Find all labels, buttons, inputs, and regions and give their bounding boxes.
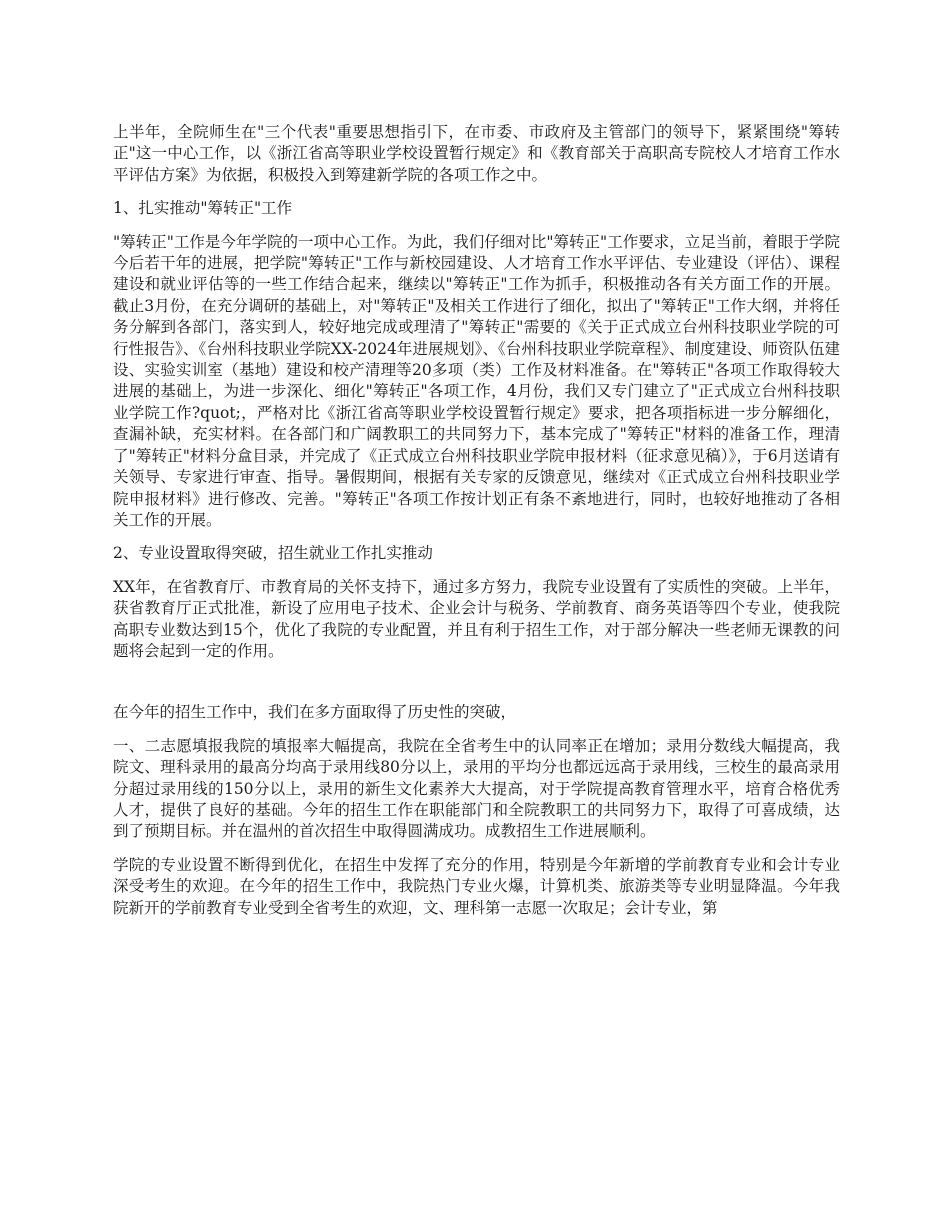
majors-paragraph: 学院的专业设置不断得到优化，在招生中发挥了充分的作用，特别是今年新增的学前教育专业和会计专业深受考生的欢迎。在今年的招生工作中，我院热门专业火爆，计算机类、旅游类等专业明显降温。今年我院新开的学前教育专业受到全省考生的欢迎，文、理科第一志愿一次取足；会计专业，第 — [113, 855, 840, 917]
admissions-paragraph: 一、二志愿填报我院的填报率大幅提高，我院在全省考生中的认同率正在增加；录用分数线大幅提高，我院文、理科录用的最高分均高于录用线80分以上，录用的平均分也都远远高于录用线，三校生的最高录用分超过录用线的150分以上，录用的新生文化素养大大提高，对于学院提高教育管理水平，培育合格优秀人才，提供了良好的基础。今年的招生工作在职能部门和全院教职工的共同努力下，取得了可喜成绩，达到了预期目标。并在温州的首次招生中取得圆满成功。成教招生工作进展顺利。 — [113, 736, 840, 841]
section-heading-1: 1、扎实推动"筹转正"工作 — [113, 199, 293, 218]
document-body — [113, 122, 840, 931]
section-heading-2: 2、专业设置取得突破，招生就业工作扎实推动 — [113, 544, 433, 563]
section-1-paragraph: "筹转正"工作是今年学院的一项中心工作。为此，我们仔细对比"筹转正"工作要求，立足当前，着眼于学院今后若干年的进展，把学院"筹转正"工作与新校园建设、人才培育工作水平评估、专业建设（评估）、课程建设和就业评估等的一些工作结合起来，继续以"筹转正"工作为抓手，积极推动各有关方面工作的开展。截止3月份，在充分调研的基础上，对"筹转正"及相关工作进行了细化，拟出了"筹转正"工作大纲，并将任务分解到各部门，落实到人，较好地完成或理清了"筹转正"需要的《关于正式成立台州科技职业学院的可行性报告》、《台州科技职业学院XX-2024年进展规划》、《台州科技职业学院章程》、制度建设、师资队伍建设、实验实训室（基地）建设和校产清理等20多项（类）工作及材料准备。在"筹转正"各项工作取得较大进展的基础上，为进一步深化、细化"筹转正"各项工作，4月份，我们又专门建立了"正式成立台州科技职业学院工作?quot;，严格对比《浙江省高等职业学校设置暂行规定》要求，把各项指标进一步分解细化，查漏补缺，充实材料。在各部门和广阔教职工的共同努力下，基本完成了"筹转正"材料的准备工作，理清了"筹转正"材料分盒目录，并完成了《正式成立台州科技职业学院申报材料（征求意见稿）》，于6月送请有关领导、专家进行审查、指导。暑假期间，根据有关专家的反馈意见，继续对《正式成立台州科技职业学院申报材料》进行修改、完善。"筹转正"各项工作按计划正有条不紊地进行，同时，也较好地推动了各相关工作的开展。 — [113, 232, 840, 529]
admissions-intro-paragraph: 在今年的招生工作中，我们在多方面取得了历史性的突破， — [113, 703, 517, 722]
section-2-paragraph: XX年，在省教育厅、市教育局的关怀支持下，通过多方努力，我院专业设置有了实质性的突破。上半年，获省教育厅正式批准，新设了应用电子技术、企业会计与税务、学前教育、商务英语等四个专业，使我院高职专业数达到15个，优化了我院的专业配置，并且有利于招生工作，对于部分解决一些老师无课教的问题将会起到一定的作用。 — [113, 577, 840, 660]
intro-paragraph: 上半年，全院师生在"三个代表"重要思想指引下，在市委、市政府及主管部门的领导下，紧紧围绕"筹转正"这一中心工作，以《浙江省高等职业学校设置暂行规定》和《教育部关于高职高专院校人才培育工作水平评估方案》为依据，积极投入到筹建新学院的各项工作之中。 — [113, 123, 840, 184]
